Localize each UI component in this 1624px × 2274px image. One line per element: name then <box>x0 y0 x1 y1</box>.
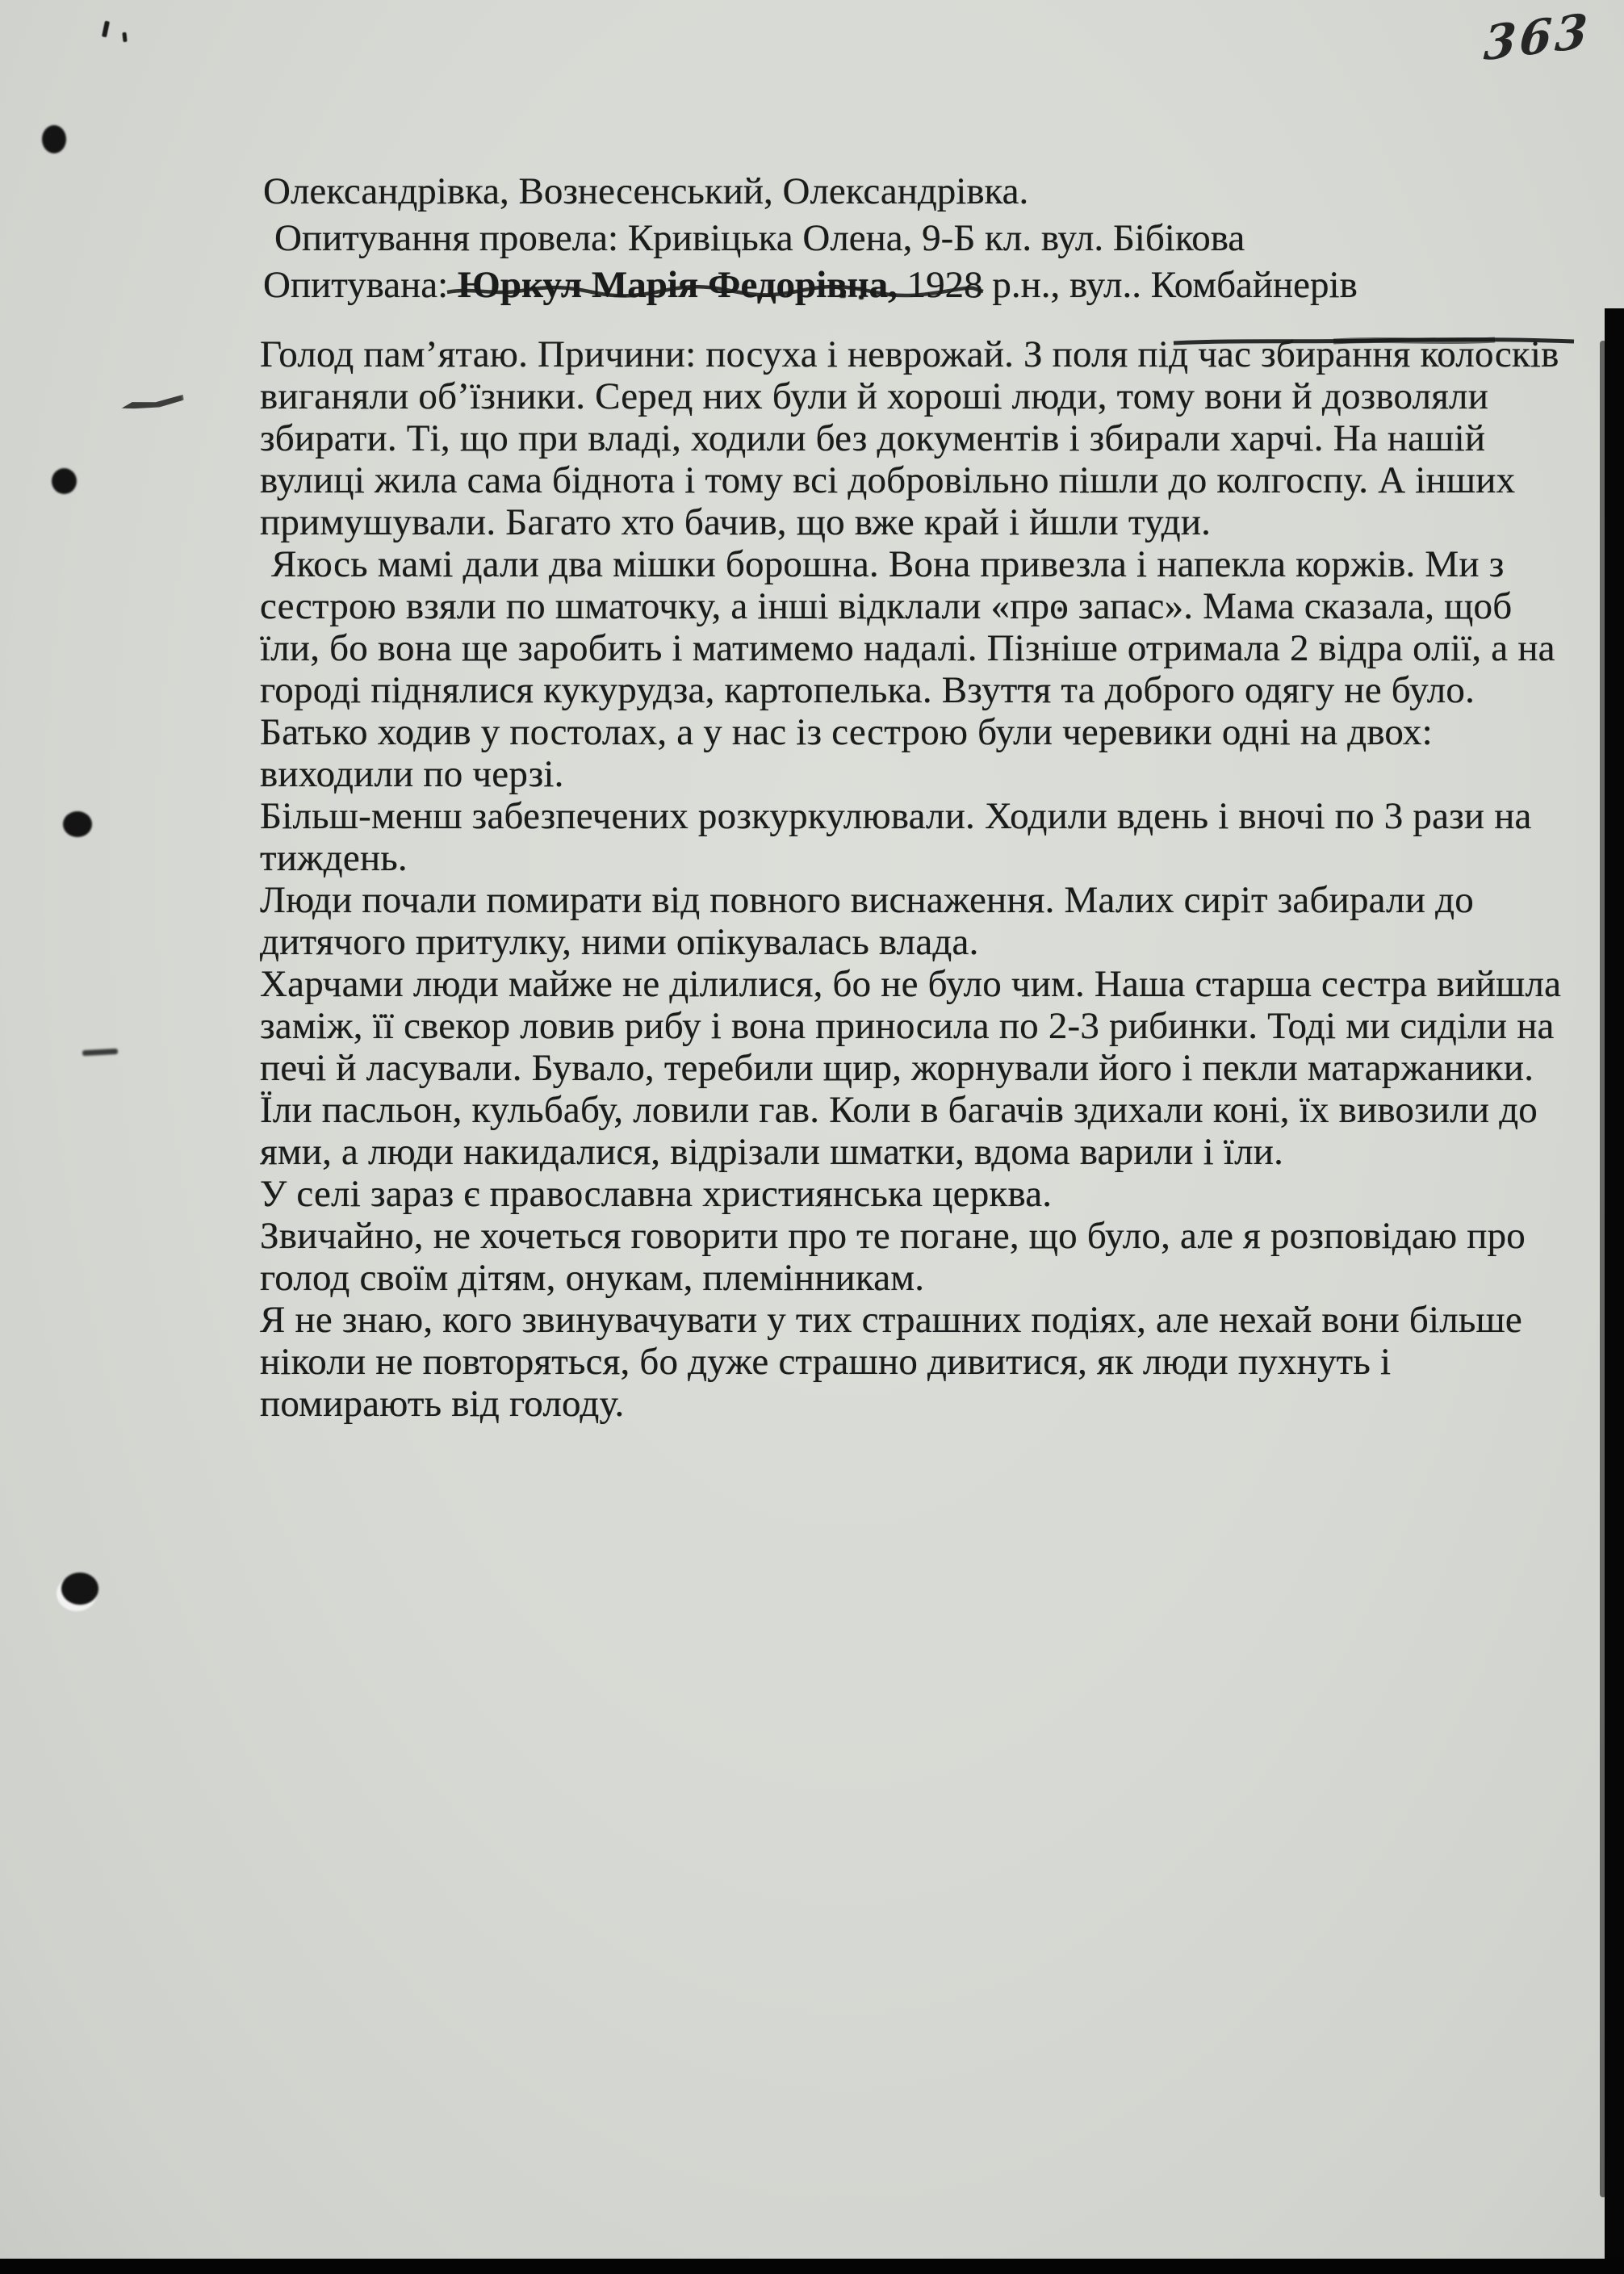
handwritten-page-number: 363 <box>1482 2 1593 72</box>
interviewee-label: Опитувана: <box>263 264 458 306</box>
punch-hole <box>61 1573 98 1605</box>
paragraph: Люди почали помирати від повного виснаження. Малих сиріт забирали до дитячого притулку, ними опікувалась влада. <box>260 879 1474 963</box>
header-interviewer-line: Опитування провела: Кривіцька Олена, 9-Б кл. вул. Бібікова <box>274 217 1245 259</box>
paragraph: У селі зараз є православна християнська церква. <box>260 1173 1053 1215</box>
punch-hole <box>63 811 92 837</box>
ink-smudge <box>120 393 184 413</box>
paragraph: Я не знаю, кого звинувачувати у тих страшних подіях, але нехай вони більше ніколи не повторяться, бо дуже страшно дивитися, як люди пухнуть і помирають від голоду. <box>260 1299 1522 1425</box>
punch-hole <box>52 468 77 494</box>
interviewee-name: Юркул Марія Федорівна, <box>457 264 898 306</box>
header-location-line: Олександрівка, Вознесенський, Олександрівка. <box>263 170 1029 212</box>
ink-speck <box>122 32 127 42</box>
document-header <box>263 168 1587 308</box>
interviewee-details: 1928 р.н., вул.. Комбайнерів <box>897 264 1358 306</box>
ink-speck <box>102 21 110 38</box>
punch-hole <box>42 125 66 153</box>
paragraph: Звичайно, не хочеться говорити про те погане, що було, але я розповідаю про голод своїм дітям, онукам, племінникам. <box>260 1215 1526 1299</box>
header-interviewee-line <box>263 262 1587 308</box>
paragraph: Голод пам’ятаю. Причини: посуха і неврожай. З поля під час збирання колосків виганяли об’їзники. Серед них були й хороші люди, тому вони й дозволяли збирати. Ті, що при владі, ходили без документів і збирали харчі. На нашій вулиці жила сама біднота і тому всі добровільно пішли до колгоспу. А інших примушували. Багато хто бачив, що вже край і йшли туди. <box>260 333 1559 543</box>
margin-pen-dash <box>82 1049 118 1056</box>
scan-edge-bottom <box>0 2259 1624 2274</box>
scan-edge-right <box>1605 308 1624 2274</box>
paragraph: Якось мамі дали два мішки борошна. Вона привезла і напекла коржів. Ми з сестрою взяли по шматочку, а інші відклали «про запас». Мама сказала, щоб їли, бо вона ще заробить і матимемо надалі. Пізніше отримала 2 відра олії, а на городі піднялися кукурудза, картопелька. Взуття та доброго одягу не було. Батько ходив у постолах, а у нас із сестрою були черевики одні на двох: виходили по черзі. <box>260 543 1555 795</box>
paragraph: Більш-менш забезпечених розкуркулювали. Ходили вдень і вночі по 3 рази на тиждень. <box>260 795 1532 879</box>
testimony-text <box>260 333 1577 1425</box>
paragraph: Харчами люди майже не ділилися, бо не було чим. Наша старша сестра вийшла заміж, її свекор ловив рибу і вона приносила по 2-3 рибинки. Тоді ми сиділи на печі й ласували. Бувало, теребили щир, жорнували його і пекли матаржаники. Їли пасльон, кульбабу, ловили гав. Коли в багачів здихали коні, їх вивозили до ями, а люди накидалися, відрізали шматки, вдома варили і їли. <box>260 963 1562 1173</box>
